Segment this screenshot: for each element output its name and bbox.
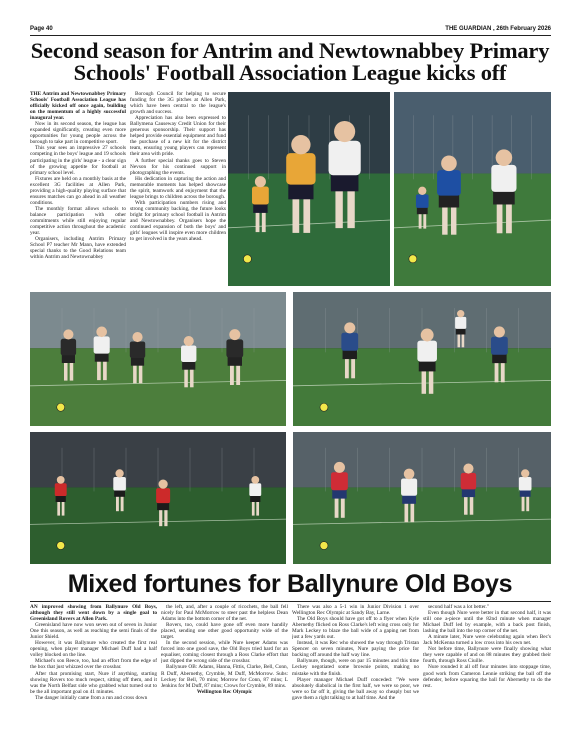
player-head	[159, 480, 168, 489]
player-shorts	[114, 490, 125, 497]
player-leg	[252, 500, 255, 515]
photo-scene	[394, 92, 551, 286]
article2-column-2	[161, 604, 288, 734]
player-leg	[410, 502, 414, 523]
player-head	[418, 187, 426, 195]
paragraph: With participation numbers rising and strong community backing, the future looks bright for primary school football in Antrim and Newtownabbey. Organisers hope the continued expansion of both the boys' and girls' leagues will inspire even more children to get involved in the years ahead.	[130, 199, 226, 243]
football	[57, 403, 65, 411]
player-head	[494, 326, 505, 337]
player-leg	[70, 361, 74, 381]
paragraph: The Old Boys should have got off to a flyer when Kyle Abernethy flicked on Ross Clarke's left wing cross only for Mark Leckey to blaze the ball wide of a gaping net from just a few yards out.	[292, 616, 419, 641]
photo-team-group	[30, 292, 286, 426]
player-leg	[451, 204, 456, 235]
player-jersey	[181, 346, 196, 363]
article1-column-2	[130, 91, 226, 291]
player-jersey	[331, 472, 348, 490]
player-shorts	[439, 194, 459, 208]
player-shorts	[492, 354, 506, 364]
player-leg	[256, 211, 260, 233]
paragraph: Nure rounded it all off four minutes into stoppage time, good work from Cameron Lennie striking the ball off the defender, before squaring the ball for Abernethy to do the rest.	[423, 664, 551, 689]
player-shorts	[417, 207, 428, 214]
football	[243, 255, 251, 263]
player-jersey	[401, 479, 417, 496]
player-head	[334, 462, 345, 473]
paragraph: the left, and, after a couple of ricochets, the ball fell nicely for Paul McMorrow to steer past the helpless Dean Adams into the bottom corner of the net.	[161, 604, 288, 623]
player-head	[334, 121, 355, 142]
player-shorts	[288, 183, 313, 200]
paragraph: Ballynure OB: Adams, Hanna, Fittis, Clarke, Bell, Conn, R Duff, Abernethy, Crymble, M Duff, McMorrow. Subs: Leckey for Bell, 70 mins; Morrow for Conn, 87 mins; L Jenkins for M Duff, 87 mins; Crows for Crymble, 89 mins.	[161, 664, 288, 689]
photo-scene	[30, 432, 286, 564]
paragraph: Now in its second season, the league has expanded significantly, creating even more opportunities for young people across the borough to take part in competitive sport.	[30, 121, 126, 146]
player-jersey	[94, 336, 110, 353]
paragraph: His dedication in capturing the action and memorable moments has helped showcase the spirit, teamwork and enjoyment that the league brings to children across the borough.	[130, 175, 226, 200]
player-leg	[133, 363, 137, 383]
player-leg	[121, 495, 124, 511]
player-leg	[341, 496, 345, 518]
player-leg	[526, 495, 529, 511]
paragraph: AN improved showing from Ballynure Old Boys, although they still went down by a single goal to Greenisland Rovers at Allen Park.	[30, 604, 157, 623]
player-leg	[293, 195, 300, 233]
pitch-grass	[394, 173, 551, 286]
article2-column-3	[292, 604, 419, 734]
player-leg	[462, 333, 465, 347]
paragraph: After that promising start, Nure if anything, starting showing Rovers too much respect, sitting off them, and it was the North Belfast side who grabbed what turned out to be the all important goal on 41 minutes.	[30, 670, 157, 695]
header-rule	[30, 35, 551, 36]
player-shorts	[250, 495, 260, 502]
player-head	[115, 469, 123, 477]
paragraph: Greenisland have now won seven out of seven in Junior One this season, as well as reaching the semi finals of the Junior Shield.	[30, 622, 157, 641]
player-jersey	[156, 488, 170, 503]
player-leg	[116, 495, 119, 511]
paragraph: Appreciation has also been expressed to Ballymena Causeway Credit Union for their generous sponsorship. Their support has helped provide essential equipment and fund the purchase of a new kit for the district team, ensuring young players can represent their area with pride.	[130, 115, 226, 158]
paragraph: Michael's son Reece, too, had an effort from the edge of the box that just whizzed over the crossbar.	[30, 658, 157, 671]
player-leg	[442, 204, 447, 235]
player-leg	[345, 357, 349, 379]
player-shorts	[456, 328, 466, 334]
paragraph: Organisers, including Antrim Primary School P7 teacher Mr Mann, have extended special thanks to the Good Relations team within Antrim and Newtownabbey	[30, 236, 126, 261]
paragraph: Not before time, Ballynure were finally showing what they were capable of and on 88 minutes they grabbed their fourth, through Ross Ciuille.	[423, 646, 551, 665]
player-shorts	[56, 495, 66, 502]
player-leg	[423, 212, 426, 228]
player-head	[229, 329, 240, 340]
player-leg	[62, 500, 65, 515]
player-leg	[164, 508, 167, 526]
football	[57, 542, 65, 550]
player-leg	[495, 361, 499, 383]
player-leg	[419, 212, 422, 228]
player-head	[463, 463, 473, 473]
player-leg	[230, 363, 234, 385]
article2-rule	[30, 601, 551, 602]
player-head	[457, 310, 464, 317]
player-leg	[497, 201, 503, 233]
player-leg	[64, 361, 68, 381]
player-head	[255, 176, 266, 187]
player-jersey	[130, 341, 145, 357]
article1-headline: Second season for Antrim and Newtownabbey Primary Schools' Football Association League kicks off	[30, 38, 550, 85]
player-head	[521, 469, 529, 477]
photo-scene	[293, 292, 551, 426]
player-jersey	[416, 194, 429, 208]
pitch-grass	[293, 487, 551, 564]
paragraph: Rovers, too, could have gone off even more handily placed, sending one other good opportunity wide of the target.	[161, 622, 288, 641]
player-leg	[522, 495, 525, 511]
player-shorts	[157, 502, 169, 510]
player-leg	[506, 201, 512, 233]
subheading: Wellington Rec Olympic	[196, 688, 253, 695]
paragraph: Fixtures are held on a monthly basis at the excellent 3G facilities at Allen Park, providing a high-quality playing surface that ensures matches can go ahead in all weather conditions.	[30, 175, 126, 206]
paragraph: There was also a 5-1 win in Junior Division 1 over Wellington Rec Olympic at Sandy Bay, Larne.	[292, 604, 419, 617]
player-leg	[501, 361, 505, 383]
player-leg	[97, 359, 101, 380]
photo-scene	[30, 292, 286, 426]
player-jersey	[61, 339, 76, 356]
article1-column-1	[30, 91, 126, 291]
paragraph: However, it was Ballynure who created the first real opening, when player manager Michael Duff had a half volley blocked on the line.	[30, 640, 157, 659]
paragraph: A further special thanks goes to Steven Nevson for his continued support in photographing the events.	[130, 157, 226, 176]
player-jersey	[55, 483, 67, 496]
player-jersey	[491, 165, 516, 192]
paragraph: A minute later, Nure were celebrating again when Bec's Jack McKenna turned a low cross into his own net.	[423, 634, 551, 647]
player-shorts	[402, 495, 416, 504]
player-leg	[335, 187, 342, 228]
paragraph: Instead, it was Rec who showed the way through Tristan Spencer on seven minutes, Nure paying the price for backing off around the half way line.	[292, 640, 419, 659]
player-shorts	[131, 357, 144, 366]
player-head	[344, 322, 355, 333]
player-head	[404, 469, 415, 480]
page-number: Page 40	[30, 26, 53, 32]
article2-column-1	[30, 604, 157, 734]
player-head	[63, 329, 73, 339]
photo-boys-tackle	[30, 432, 286, 564]
football	[320, 403, 328, 411]
player-leg	[335, 496, 339, 518]
player-jersey	[286, 153, 315, 185]
player-leg	[139, 363, 143, 383]
player-jersey	[249, 483, 261, 496]
paragraph: second half was a lot better."	[428, 604, 489, 610]
player-leg	[57, 500, 60, 515]
player-leg	[458, 333, 461, 347]
player-shorts	[462, 488, 475, 497]
player-shorts	[182, 361, 195, 370]
paragraph: Player manager Michael Duff conceded: "We were absolutely diabolical in the first half, we were so poor, we were so far off it, giving the ball away so cheaply but we gave them a right talking to at half time. And the	[292, 676, 419, 701]
paragraph: Even though Nure were better in that second half, it was still one a-piece until the 82nd minute when manager Michael Duff led by example, with a back post finish, lashing the ball into the top corner of the net.	[423, 610, 551, 635]
photo-boys-chase	[293, 432, 551, 564]
paragraph: This year sees an impressive 27 schools competing in the boys' league and 19 schools participating in the girls' league - a clear sign of the growing appetite for football at primary school level.	[30, 145, 126, 176]
player-leg	[262, 211, 266, 233]
player-head	[184, 336, 194, 346]
player-leg	[236, 363, 240, 385]
player-jersey	[341, 333, 358, 351]
player-jersey	[252, 187, 269, 205]
player-jersey	[329, 141, 361, 176]
football	[320, 542, 328, 550]
player-head	[421, 329, 434, 342]
paragraph: The monthly format allows schools to balance participation with other commitments while still enjoying regular competitive action throughout the academic year.	[30, 205, 126, 237]
player-leg	[303, 195, 310, 233]
article2-column-4	[423, 604, 551, 734]
player-leg	[351, 357, 355, 379]
player-leg	[347, 187, 354, 228]
player-leg	[103, 359, 107, 380]
player-head	[291, 135, 310, 154]
player-shorts	[520, 490, 531, 497]
player-leg	[405, 502, 409, 523]
paragraph: Borough Council for helping to secure funding for the 3G pitches at Allen Park, which have been central to the league's growth and success.	[130, 91, 226, 116]
player-leg	[190, 368, 194, 388]
photo-girls-match	[394, 92, 551, 286]
player-head	[57, 476, 65, 484]
player-head	[251, 476, 259, 484]
player-leg	[159, 508, 162, 526]
photo-scene	[228, 92, 390, 286]
paragraph: In the second session, while Nure keeper Adams was forced into one good save, the Old Boys tried hard for an equaliser, coming closest through a Ross Clarke effort that just dipped the wrong side of the crossbar.	[161, 640, 288, 665]
player-jersey	[437, 170, 461, 196]
player-head	[96, 327, 107, 338]
paragraph: The danger initially came from a run and cross down	[35, 694, 148, 701]
player-shorts	[493, 190, 515, 204]
player-head	[441, 155, 457, 171]
player-jersey	[519, 477, 532, 491]
photo-boys-dribbling	[228, 92, 390, 286]
player-head	[132, 332, 142, 342]
masthead-date: THE GUARDIAN , 26th February 2026	[445, 26, 551, 32]
article2-headline: Mixed fortunes for Ballynure Old Boys	[67, 570, 513, 598]
player-leg	[429, 369, 433, 394]
player-jersey	[491, 337, 508, 355]
photo-girls-running	[293, 292, 551, 426]
player-leg	[464, 495, 468, 515]
player-shorts	[332, 489, 346, 499]
player-shorts	[343, 350, 357, 360]
player-leg	[470, 495, 474, 515]
player-leg	[256, 500, 259, 515]
player-shorts	[95, 353, 109, 362]
player-jersey	[417, 341, 437, 362]
player-shorts	[228, 356, 242, 366]
player-leg	[422, 369, 426, 394]
player-leg	[184, 368, 188, 388]
player-shorts	[419, 360, 436, 371]
player-head	[496, 149, 513, 166]
paragraph: Ballynure, though, were on par 15 minutes and this time Leckey negotiated some brownie points, making no mistake with the finish.	[292, 658, 419, 677]
player-jersey	[113, 477, 126, 491]
photo-scene	[293, 432, 551, 564]
football	[409, 255, 417, 263]
player-shorts	[62, 354, 75, 363]
player-jersey	[226, 339, 243, 357]
player-jersey	[455, 317, 466, 329]
player-shorts	[253, 203, 267, 213]
player-jersey	[461, 473, 476, 490]
paragraph: THE Antrim and Newtownabbey Primary Schools' Football Association League has officially kicked off once again, building on the momentum of a highly successful inaugural year.	[30, 91, 126, 122]
player-shorts	[331, 173, 359, 191]
